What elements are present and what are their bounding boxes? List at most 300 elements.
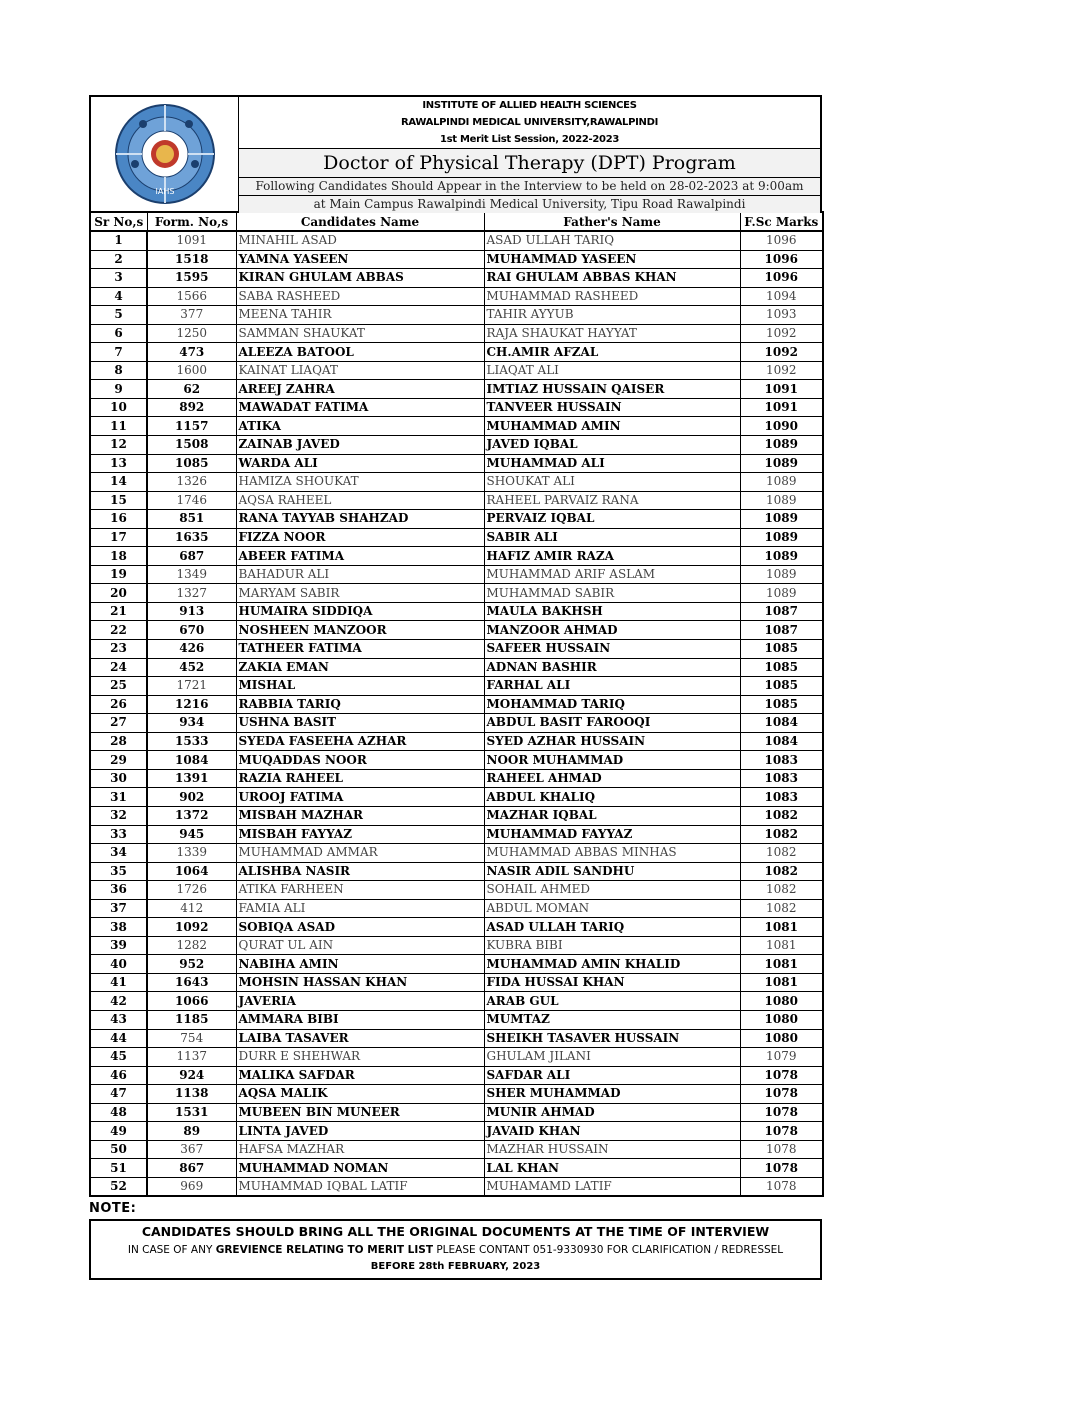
candidate-name-cell: ALEEZA BATOOL: [236, 343, 484, 362]
candidate-name-cell: MUBEEN BIN MUNEER: [236, 1103, 484, 1122]
table-row: [90, 1177, 823, 1196]
father-name-cell: NOOR MUHAMMAD: [484, 751, 740, 770]
sr-cell: 15: [90, 491, 147, 510]
father-name-cell: SHER MUHAMMAD: [484, 1085, 740, 1104]
marks-cell: 1081: [740, 936, 823, 955]
form-cell: 426: [147, 640, 236, 659]
sr-cell: 52: [90, 1177, 147, 1196]
candidate-name-cell: LAIBA TASAVER: [236, 1029, 484, 1048]
table-row: [90, 658, 823, 677]
sr-cell: 31: [90, 788, 147, 807]
sr-cell: 10: [90, 398, 147, 417]
form-cell: 969: [147, 1177, 236, 1196]
form-cell: 892: [147, 398, 236, 417]
candidate-name-cell: MISHAL: [236, 677, 484, 696]
father-name-cell: NASIR ADIL SANDHU: [484, 862, 740, 881]
table-row: [90, 1010, 823, 1029]
table-row: [90, 306, 823, 325]
svg-text:IAHS: IAHS: [155, 187, 174, 196]
form-cell: 1746: [147, 491, 236, 510]
form-cell: 452: [147, 658, 236, 677]
table-row: [90, 1048, 823, 1067]
candidate-name-cell: AQSA MALIK: [236, 1085, 484, 1104]
candidate-name-cell: ABEER FATIMA: [236, 547, 484, 566]
father-name-cell: JAVAID KHAN: [484, 1122, 740, 1141]
header-block: [89, 95, 822, 211]
marks-cell: 1092: [740, 324, 823, 343]
father-name-cell: SHEIKH TASAVER HUSSAIN: [484, 1029, 740, 1048]
form-cell: 1091: [147, 231, 236, 250]
table-header-row: [90, 212, 823, 231]
father-name-cell: SABIR ALI: [484, 528, 740, 547]
form-cell: 62: [147, 380, 236, 399]
father-name-cell: LAL KHAN: [484, 1159, 740, 1178]
table-row: [90, 677, 823, 696]
father-name-cell: CH.AMIR AFZAL: [484, 343, 740, 362]
father-name-cell: RAJA SHAUKAT HAYYAT: [484, 324, 740, 343]
father-name-cell: MOHAMMAD TARIQ: [484, 695, 740, 714]
candidate-name-cell: KIRAN GHULAM ABBAS: [236, 269, 484, 288]
table-row: [90, 565, 823, 584]
form-cell: 1566: [147, 287, 236, 306]
form-cell: 945: [147, 825, 236, 844]
father-name-cell: MUHAMMAD SABIR: [484, 584, 740, 603]
father-name-cell: MUHAMAMD LATIF: [484, 1177, 740, 1196]
marks-cell: 1089: [740, 547, 823, 566]
sr-cell: 2: [90, 250, 147, 269]
marks-cell: 1087: [740, 621, 823, 640]
father-name-cell: MUHAMMAD YASEEN: [484, 250, 740, 269]
candidate-name-cell: FIZZA NOOR: [236, 528, 484, 547]
marks-cell: 1089: [740, 528, 823, 547]
marks-cell: 1083: [740, 751, 823, 770]
marks-cell: 1090: [740, 417, 823, 436]
sr-cell: 21: [90, 602, 147, 621]
form-cell: 1600: [147, 361, 236, 380]
form-cell: 934: [147, 714, 236, 733]
candidate-name-cell: SABA RASHEED: [236, 287, 484, 306]
marks-cell: 1094: [740, 287, 823, 306]
marks-cell: 1085: [740, 677, 823, 696]
father-name-cell: RAI GHULAM ABBAS KHAN: [484, 269, 740, 288]
sr-cell: 35: [90, 862, 147, 881]
table-row: [90, 528, 823, 547]
sr-cell: 46: [90, 1066, 147, 1085]
table-row: [90, 844, 823, 863]
table-row: [90, 269, 823, 288]
father-name-cell: KUBRA BIBI: [484, 936, 740, 955]
sr-cell: 13: [90, 454, 147, 473]
father-name-cell: HAFIZ AMIR RAZA: [484, 547, 740, 566]
table-row: [90, 1029, 823, 1048]
sr-cell: 7: [90, 343, 147, 362]
candidate-name-cell: MISBAH FAYYAZ: [236, 825, 484, 844]
marks-cell: 1093: [740, 306, 823, 325]
sr-cell: 33: [90, 825, 147, 844]
candidate-name-cell: MUHAMMAD AMMAR: [236, 844, 484, 863]
iahs-logo: [91, 97, 239, 211]
sr-cell: 5: [90, 306, 147, 325]
sr-cell: 25: [90, 677, 147, 696]
father-name-cell: SAFDAR ALI: [484, 1066, 740, 1085]
father-name-cell: MUHAMMAD FAYYAZ: [484, 825, 740, 844]
candidate-name-cell: MEENA TAHIR: [236, 306, 484, 325]
sr-cell: 4: [90, 287, 147, 306]
form-cell: 670: [147, 621, 236, 640]
sr-cell: 19: [90, 565, 147, 584]
candidate-name-cell: MISBAH MAZHAR: [236, 806, 484, 825]
table-row: [90, 640, 823, 659]
marks-cell: 1089: [740, 491, 823, 510]
candidate-name-cell: YAMNA YASEEN: [236, 250, 484, 269]
table-row: [90, 881, 823, 900]
note-documents: CANDIDATES SHOULD BRING ALL THE ORIGINAL DOCUMENTS AT THE TIME OF INTERVIEW: [141, 1224, 770, 1240]
form-cell: 1066: [147, 992, 236, 1011]
candidate-name-cell: RAZIA RAHEEL: [236, 769, 484, 788]
interview-notice: Following Candidates Should Appear in the Interview to be held on 28-02-2023 at 9:00am: [239, 178, 820, 196]
candidate-name-cell: FAMIA ALI: [236, 899, 484, 918]
father-name-cell: MUHAMMAD AMIN: [484, 417, 740, 436]
candidate-name-cell: UROOJ FATIMA: [236, 788, 484, 807]
candidate-name-cell: MUQADDAS NOOR: [236, 751, 484, 770]
candidate-name-cell: MOHSIN HASSAN KHAN: [236, 973, 484, 992]
merit-list-sheet: [89, 95, 822, 1280]
table-row: [90, 417, 823, 436]
father-name-cell: PERVAIZ IQBAL: [484, 510, 740, 529]
table-row: [90, 436, 823, 455]
sr-cell: 30: [90, 769, 147, 788]
sr-cell: 32: [90, 806, 147, 825]
form-cell: 1185: [147, 1010, 236, 1029]
marks-cell: 1082: [740, 899, 823, 918]
sr-cell: 26: [90, 695, 147, 714]
candidate-name-cell: SAMMAN SHAUKAT: [236, 324, 484, 343]
note-grievance: IN CASE OF ANY GREVIENCE RELATING TO MERIT LIST PLEASE CONTANT 051-9330930 FOR CLARIFICATION / REDRESSEL: [127, 1244, 784, 1257]
table-row: [90, 1085, 823, 1104]
sr-cell: 44: [90, 1029, 147, 1048]
marks-cell: 1080: [740, 1010, 823, 1029]
candidate-name-cell: TATHEER FATIMA: [236, 640, 484, 659]
sr-cell: 24: [90, 658, 147, 677]
sr-cell: 12: [90, 436, 147, 455]
father-name-cell: SHOUKAT ALI: [484, 473, 740, 492]
table-row: [90, 732, 823, 751]
candidate-name-cell: MALIKA SAFDAR: [236, 1066, 484, 1085]
marks-cell: 1078: [740, 1140, 823, 1159]
table-row: [90, 491, 823, 510]
candidate-name-cell: HUMAIRA SIDDIQA: [236, 602, 484, 621]
form-cell: 1250: [147, 324, 236, 343]
marks-cell: 1082: [740, 806, 823, 825]
marks-cell: 1089: [740, 565, 823, 584]
form-cell: 1391: [147, 769, 236, 788]
table-row: [90, 473, 823, 492]
candidate-name-cell: MINAHIL ASAD: [236, 231, 484, 250]
marks-cell: 1078: [740, 1177, 823, 1196]
candidate-name-cell: NOSHEEN MANZOOR: [236, 621, 484, 640]
table-row: [90, 231, 823, 250]
table-row: [90, 936, 823, 955]
sr-cell: 29: [90, 751, 147, 770]
table-row: [90, 973, 823, 992]
sr-cell: 20: [90, 584, 147, 603]
father-name-cell: MUNIR AHMAD: [484, 1103, 740, 1122]
form-cell: 473: [147, 343, 236, 362]
sr-cell: 34: [90, 844, 147, 863]
table-row: [90, 547, 823, 566]
form-cell: 913: [147, 602, 236, 621]
father-name-cell: RAHEEL PARVAIZ RANA: [484, 491, 740, 510]
form-cell: 902: [147, 788, 236, 807]
institute-name: INSTITUTE OF ALLIED HEALTH SCIENCES: [422, 100, 637, 111]
marks-cell: 1083: [740, 788, 823, 807]
form-cell: 687: [147, 547, 236, 566]
note-deadline: BEFORE 28th FEBRUARY, 2023: [370, 1261, 541, 1273]
candidate-name-cell: MUHAMMAD NOMAN: [236, 1159, 484, 1178]
father-name-cell: ASAD ULLAH TARIQ: [484, 918, 740, 937]
marks-cell: 1085: [740, 640, 823, 659]
father-name-cell: TANVEER HUSSAIN: [484, 398, 740, 417]
logo-emblem-icon: [105, 102, 225, 206]
candidate-name-cell: QURAT UL AIN: [236, 936, 484, 955]
table-row: [90, 769, 823, 788]
father-name-cell: IMTIAZ HUSSAIN QAISER: [484, 380, 740, 399]
form-cell: 377: [147, 306, 236, 325]
form-cell: 89: [147, 1122, 236, 1141]
table-row: [90, 714, 823, 733]
marks-cell: 1084: [740, 714, 823, 733]
title-block: [239, 97, 820, 211]
candidate-name-cell: MUHAMMAD IQBAL LATIF: [236, 1177, 484, 1196]
marks-cell: 1081: [740, 918, 823, 937]
form-cell: 1531: [147, 1103, 236, 1122]
table-row: [90, 324, 823, 343]
sr-cell: 18: [90, 547, 147, 566]
marks-cell: 1089: [740, 473, 823, 492]
sr-cell: 45: [90, 1048, 147, 1067]
marks-cell: 1078: [740, 1085, 823, 1104]
father-name-cell: MUHAMMAD ALI: [484, 454, 740, 473]
father-name-cell: MAULA BAKHSH: [484, 602, 740, 621]
father-name-cell: FIDA HUSSAI KHAN: [484, 973, 740, 992]
program-title: Doctor of Physical Therapy (DPT) Program: [239, 148, 820, 178]
marks-cell: 1085: [740, 658, 823, 677]
col-header-form: Form. No,s: [147, 212, 236, 231]
table-row: [90, 454, 823, 473]
table-row: [90, 343, 823, 362]
table-row: [90, 862, 823, 881]
form-cell: 367: [147, 1140, 236, 1159]
sr-cell: 27: [90, 714, 147, 733]
father-name-cell: ADNAN BASHIR: [484, 658, 740, 677]
sr-cell: 48: [90, 1103, 147, 1122]
sr-cell: 8: [90, 361, 147, 380]
candidate-name-cell: ZAINAB JAVED: [236, 436, 484, 455]
form-cell: 412: [147, 899, 236, 918]
sr-cell: 9: [90, 380, 147, 399]
form-cell: 1282: [147, 936, 236, 955]
father-name-cell: SYED AZHAR HUSSAIN: [484, 732, 740, 751]
sr-cell: 49: [90, 1122, 147, 1141]
marks-cell: 1096: [740, 269, 823, 288]
sr-cell: 17: [90, 528, 147, 547]
candidate-name-cell: RABBIA TARIQ: [236, 695, 484, 714]
father-name-cell: MUHAMMAD AMIN KHALID: [484, 955, 740, 974]
table-row: [90, 380, 823, 399]
note-box: [89, 1219, 822, 1280]
marks-cell: 1089: [740, 584, 823, 603]
form-cell: 1084: [147, 751, 236, 770]
sr-cell: 16: [90, 510, 147, 529]
col-header-sr: Sr No,s: [90, 212, 147, 231]
father-name-cell: MAZHAR IQBAL: [484, 806, 740, 825]
candidate-name-cell: KAINAT LIAQAT: [236, 361, 484, 380]
candidate-name-cell: ATIKA FARHEEN: [236, 881, 484, 900]
candidate-name-cell: JAVERIA: [236, 992, 484, 1011]
form-cell: 1326: [147, 473, 236, 492]
form-cell: 1372: [147, 806, 236, 825]
form-cell: 1138: [147, 1085, 236, 1104]
marks-cell: 1089: [740, 454, 823, 473]
father-name-cell: ARAB GUL: [484, 992, 740, 1011]
form-cell: 1085: [147, 454, 236, 473]
sr-cell: 1: [90, 231, 147, 250]
form-cell: 1216: [147, 695, 236, 714]
col-header-father: Father's Name: [484, 212, 740, 231]
table-row: [90, 1103, 823, 1122]
candidate-name-cell: LINTA JAVED: [236, 1122, 484, 1141]
candidate-name-cell: WARDA ALI: [236, 454, 484, 473]
candidate-name-cell: AMMARA BIBI: [236, 1010, 484, 1029]
sr-cell: 39: [90, 936, 147, 955]
sr-cell: 11: [90, 417, 147, 436]
father-name-cell: ASAD ULLAH TARIQ: [484, 231, 740, 250]
table-row: [90, 1159, 823, 1178]
table-row: [90, 992, 823, 1011]
sr-cell: 37: [90, 899, 147, 918]
marks-cell: 1091: [740, 380, 823, 399]
father-name-cell: MAZHAR HUSSAIN: [484, 1140, 740, 1159]
marks-cell: 1085: [740, 695, 823, 714]
father-name-cell: TAHIR AYYUB: [484, 306, 740, 325]
father-name-cell: MUHAMMAD ABBAS MINHAS: [484, 844, 740, 863]
university-name: RAWALPINDI MEDICAL UNIVERSITY,RAWALPINDI: [400, 117, 659, 128]
marks-cell: 1082: [740, 844, 823, 863]
candidate-name-cell: BAHADUR ALI: [236, 565, 484, 584]
father-name-cell: FARHAL ALI: [484, 677, 740, 696]
table-row: [90, 287, 823, 306]
sr-cell: 40: [90, 955, 147, 974]
table-row: [90, 918, 823, 937]
table-row: [90, 361, 823, 380]
form-cell: 867: [147, 1159, 236, 1178]
venue-notice: at Main Campus Rawalpindi Medical University, Tipu Road Rawalpindi: [239, 196, 820, 213]
form-cell: 1635: [147, 528, 236, 547]
sr-cell: 14: [90, 473, 147, 492]
marks-cell: 1092: [740, 361, 823, 380]
father-name-cell: SOHAIL AHMED: [484, 881, 740, 900]
marks-cell: 1078: [740, 1159, 823, 1178]
table-row: [90, 1140, 823, 1159]
candidate-name-cell: SYEDA FASEEHA AZHAR: [236, 732, 484, 751]
marks-cell: 1092: [740, 343, 823, 362]
table-row: [90, 806, 823, 825]
form-cell: 851: [147, 510, 236, 529]
col-header-name: Candidates Name: [236, 212, 484, 231]
father-name-cell: MANZOOR AHMAD: [484, 621, 740, 640]
marks-cell: 1081: [740, 955, 823, 974]
col-header-marks: F.Sc Marks: [740, 212, 823, 231]
table-row: [90, 825, 823, 844]
marks-cell: 1082: [740, 862, 823, 881]
marks-cell: 1078: [740, 1103, 823, 1122]
candidate-name-cell: ALISHBA NASIR: [236, 862, 484, 881]
sr-cell: 28: [90, 732, 147, 751]
father-name-cell: SAFEER HUSSAIN: [484, 640, 740, 659]
candidate-name-cell: SOBIQA ASAD: [236, 918, 484, 937]
form-cell: 1595: [147, 269, 236, 288]
form-cell: 1349: [147, 565, 236, 584]
candidate-name-cell: DURR E SHEHWAR: [236, 1048, 484, 1067]
table-row: [90, 398, 823, 417]
father-name-cell: LIAQAT ALI: [484, 361, 740, 380]
table-row: [90, 584, 823, 603]
father-name-cell: ABDUL KHALIQ: [484, 788, 740, 807]
sr-cell: 3: [90, 269, 147, 288]
sr-cell: 38: [90, 918, 147, 937]
merit-table: [89, 211, 824, 1197]
candidate-name-cell: ZAKIA EMAN: [236, 658, 484, 677]
form-cell: 1508: [147, 436, 236, 455]
form-cell: 1721: [147, 677, 236, 696]
marks-cell: 1080: [740, 1029, 823, 1048]
sr-cell: 6: [90, 324, 147, 343]
form-cell: 1533: [147, 732, 236, 751]
candidate-name-cell: RANA TAYYAB SHAHZAD: [236, 510, 484, 529]
sr-cell: 36: [90, 881, 147, 900]
father-name-cell: MUHAMMAD RASHEED: [484, 287, 740, 306]
candidate-name-cell: MAWADAT FATIMA: [236, 398, 484, 417]
sr-cell: 23: [90, 640, 147, 659]
sr-cell: 22: [90, 621, 147, 640]
table-row: [90, 899, 823, 918]
father-name-cell: ABDUL BASIT FAROOQI: [484, 714, 740, 733]
table-row: [90, 510, 823, 529]
marks-cell: 1089: [740, 436, 823, 455]
table-row: [90, 788, 823, 807]
sr-cell: 41: [90, 973, 147, 992]
father-name-cell: ABDUL MOMAN: [484, 899, 740, 918]
candidate-name-cell: ATIKA: [236, 417, 484, 436]
table-row: [90, 955, 823, 974]
form-cell: 1137: [147, 1048, 236, 1067]
form-cell: 1726: [147, 881, 236, 900]
form-cell: 754: [147, 1029, 236, 1048]
table-row: [90, 751, 823, 770]
marks-cell: 1082: [740, 825, 823, 844]
marks-cell: 1080: [740, 992, 823, 1011]
table-row: [90, 1066, 823, 1085]
sr-cell: 47: [90, 1085, 147, 1104]
table-row: [90, 250, 823, 269]
father-name-cell: MUMTAZ: [484, 1010, 740, 1029]
marks-cell: 1079: [740, 1048, 823, 1067]
marks-cell: 1089: [740, 510, 823, 529]
marks-cell: 1078: [740, 1066, 823, 1085]
form-cell: 1518: [147, 250, 236, 269]
form-cell: 1339: [147, 844, 236, 863]
table-row: [90, 695, 823, 714]
